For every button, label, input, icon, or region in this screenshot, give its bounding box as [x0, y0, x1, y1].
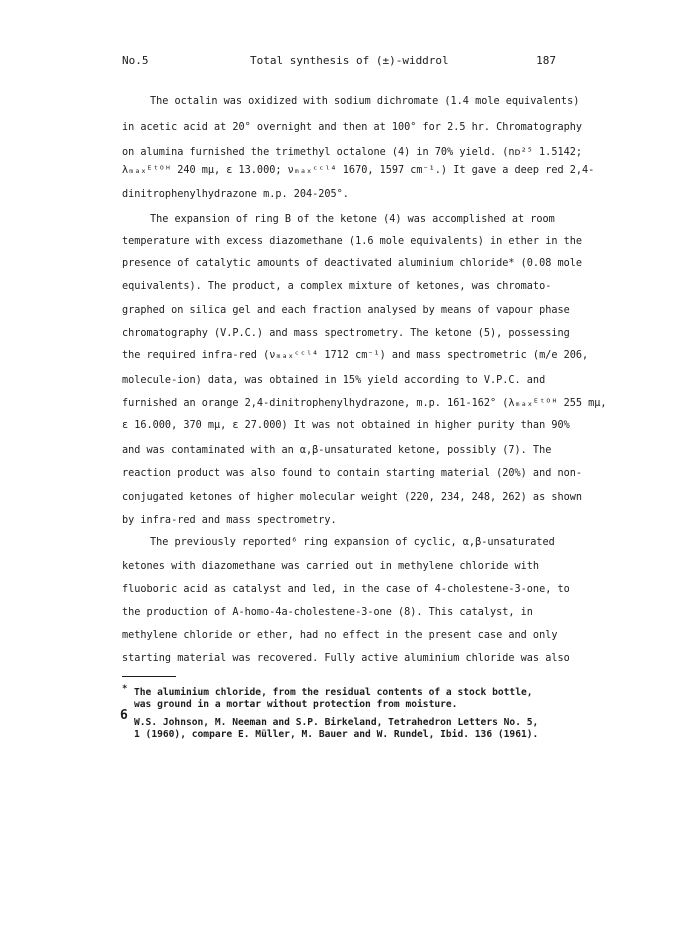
page-number: 187 — [536, 54, 556, 67]
body-line: starting material was recovered. Fully active aluminium chloride was also — [122, 653, 570, 664]
body-line: molecule-ion) data, was obtained in 15% yield according to V.P.C. and — [122, 375, 546, 386]
body-line: methylene chloride or ether, had no effect in the present case and only — [122, 630, 558, 641]
running-title: Total synthesis of (±)-widdrol — [250, 54, 449, 67]
footnote-line: was ground in a mortar without protection from moisture. — [134, 699, 458, 710]
body-line: chromatography (V.P.C.) and mass spectrometry. The ketone (5), possessing — [122, 328, 570, 339]
body-line: fluoboric acid as catalyst and led, in the case of 4-cholestene-3-one, to — [122, 584, 570, 595]
body-line: on alumina furnished the trimethyl octalone (4) in 70% yield. (nᴅ²⁵ 1.5142; — [122, 147, 582, 158]
body-line: dinitrophenylhydrazone m.p. 204-205°. — [122, 189, 349, 200]
body-line: furnished an orange 2,4-dinitrophenylhydrazone, m.p. 161-162° (λₘₐₓᴱᵗᴼᴴ 255 mμ, — [122, 398, 607, 409]
body-line: presence of catalytic amounts of deactivated aluminium chloride* (0.08 mole — [122, 258, 583, 269]
body-line: λₘₐₓᴱᵗᴼᴴ 240 mμ, ε 13.000; νₘₐₓᶜᶜˡ⁴ 1670, 1597 cm⁻¹.) It gave a deep red 2,4- — [122, 165, 595, 176]
body-line: The expansion of ring B of the ketone (4) was accomplished at room — [150, 214, 555, 225]
body-line: ε 16.000, 370 mμ, ε 27.000) It was not obtained in higher purity than 90% — [122, 420, 570, 431]
journal-issue: No.5 — [122, 54, 149, 67]
footnote-divider — [122, 676, 176, 677]
footnote-star-marker: * — [122, 684, 128, 694]
body-line: and was contaminated with an α,β-unsaturated ketone, possibly (7). The — [122, 445, 552, 456]
footnote-line: The aluminium chloride, from the residual contents of a stock bottle, — [134, 687, 533, 698]
body-line: graphed on silica gel and each fraction analysed by means of vapour phase — [122, 305, 570, 316]
footnote-ref-marker: 6 — [120, 708, 128, 723]
body-line: the required infra-red (νₘₐₓᶜᶜˡ⁴ 1712 cm⁻¹) and mass spectrometric (m/e 206, — [122, 350, 589, 361]
footnote-line: W.S. Johnson, M. Neeman and S.P. Birkeland, Tetrahedron Letters No. 5, — [134, 717, 539, 728]
page-header — [122, 54, 556, 70]
body-line: The previously reported⁶ ring expansion of cyclic, α,β-unsaturated — [150, 537, 555, 548]
body-line: reaction product was also found to contain starting material (20%) and non- — [122, 468, 583, 479]
body-line: ketones with diazomethane was carried out in methylene chloride with — [122, 561, 540, 572]
body-line: the production of A-homo-4a-cholestene-3-one (8). This catalyst, in — [122, 607, 533, 618]
body-line: conjugated ketones of higher molecular weight (220, 234, 248, 262) as shown — [122, 492, 583, 503]
body-line: temperature with excess diazomethane (1.6 mole equivalents) in ether in the — [122, 236, 583, 247]
body-line: equivalents). The product, a complex mixture of ketones, was chromato- — [122, 281, 552, 292]
footnote-line: 1 (1960), compare E. Müller, M. Bauer and W. Rundel, Ibid. 136 (1961). — [134, 729, 539, 740]
body-line: in acetic acid at 20° overnight and then at 100° for 2.5 hr. Chromatography — [122, 122, 583, 133]
body-line: The octalin was oxidized with sodium dichromate (1.4 mole equivalents) — [150, 96, 580, 107]
body-line: by infra-red and mass spectrometry. — [122, 515, 337, 526]
